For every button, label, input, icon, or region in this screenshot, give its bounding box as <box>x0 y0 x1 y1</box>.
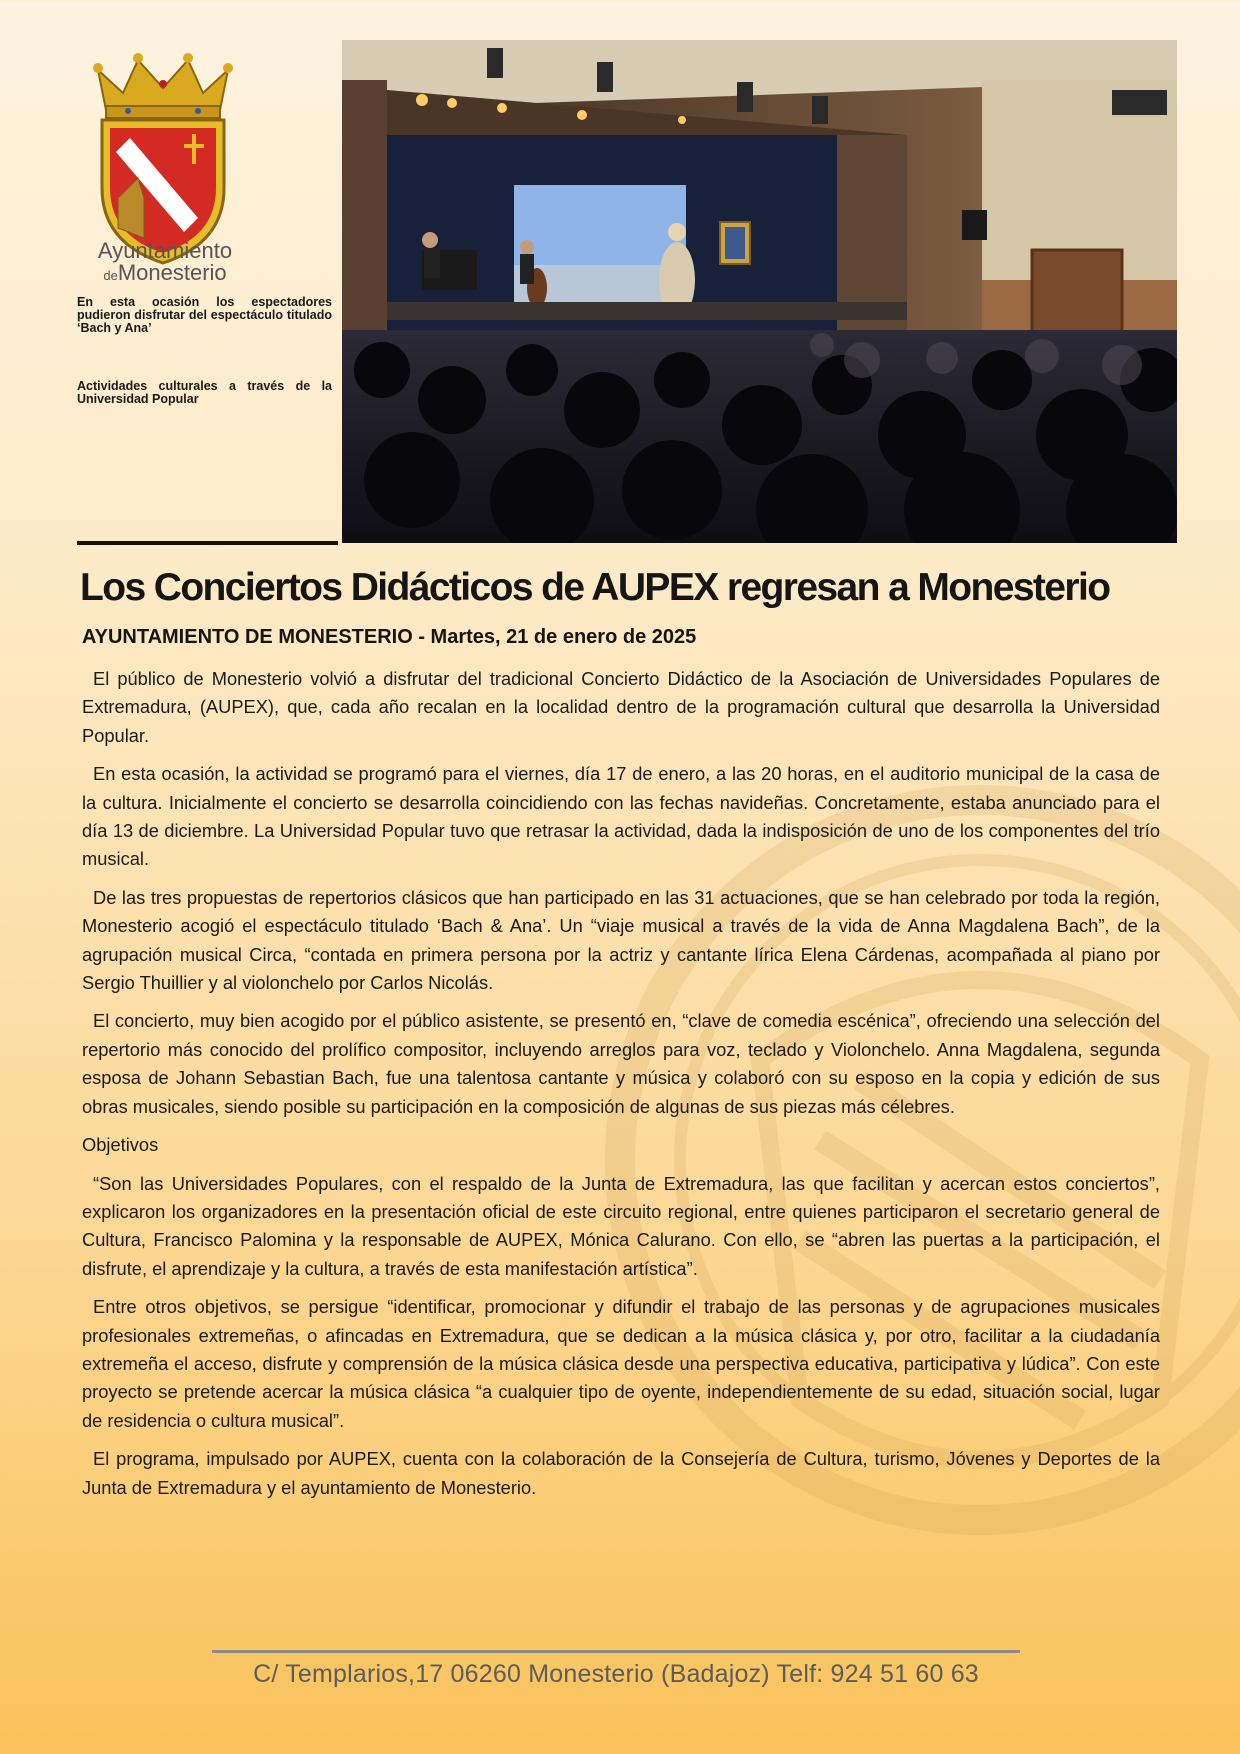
paragraph: “Son las Universidades Populares, con el respaldo de la Junta de Extremadura, las que facilitan y acercan estos conciertos”, explicaron los organizadores en la presentación oficial de este circuito regional, entre quienes participaron el secretario general de Cultura, Francisco Palomina y la responsable de AUPEX, Mónica Calurano. Con ello, se “abren las puertas a la participación, el disfrute, el aprendizaje y la cultura, a través de esta manifestación artística”. <box>82 1172 1160 1279</box>
section-caption: Actividades culturales a través de la Universidad Popular <box>77 379 332 406</box>
article-body <box>82 665 1160 1512</box>
photo-caption: En esta ocasión los espectadores pudieron disfrutar del espectáculo titulado ‘Bach y Ana’ <box>77 295 332 335</box>
paragraph: En esta ocasión, la actividad se programó para el viernes, día 17 de enero, a las 20 horas, en el auditorio municipal de la casa de la cultura. Inicialmente el concierto se desarrolla coincidiendo con las fechas navideñas. Concretamente, estaba anunciado para el día 13 de diciembre. La Universidad Popular tuvo que retrasar la actividad, dada la indisposición de uno de los componentes del trío musical. <box>82 763 1160 870</box>
logo-de: de <box>103 268 118 283</box>
concert-photo <box>342 40 1177 543</box>
footer-divider <box>212 1650 1020 1653</box>
divider-rule <box>77 541 338 545</box>
logo-wordmark <box>80 240 250 287</box>
logo-line2: Monesterio <box>117 260 227 285</box>
section-subhead: Objetivos <box>82 1134 159 1156</box>
article-headline: Los Conciertos Didácticos de AUPEX regresan a Monesterio <box>80 566 1110 609</box>
article-byline: AYUNTAMIENTO DE MONESTERIO - Martes, 21 de enero de 2025 <box>82 626 697 648</box>
paragraph: El público de Monesterio volvió a disfrutar del tradicional Concierto Didáctico de la Asociación de Universidades Populares de Extremadura, (AUPEX), que, cada año recalan en la localidad dentro de la programación cultural que desarrolla la Universidad Popular. <box>82 668 1160 746</box>
paragraph: El concierto, muy bien acogido por el público asistente, se presentó en, “clave de comedia escénica”, ofreciendo una selección del repertorio más conocido del prolífico compositor, incluyendo arreglos para voz, teclado y Violonchelo. Anna Magdalena, segunda esposa de Johann Sebastian Bach, fue una talentosa cantante y música y colaboró con su esposo en la copia y edición de sus obras musicales, siendo posible su participación en la composición de algunas de sus piezas más célebres. <box>82 1010 1160 1117</box>
logo-line1: Ayuntamiento <box>97 238 233 263</box>
paragraph: De las tres propuestas de repertorios clásicos que han participado en las 31 actuaciones, que se han celebrado por toda la región, Monesterio acogió el espectáculo titulado ‘Bach & Ana’. Un “viaje musical a través de la vida de Anna Magdalena Bach”, de la agrupación musical Circa, “contada en primera persona por la actriz y cantante lírica Elena Cárdenas, acompañada al piano por Sergio Thuillier y al violonchelo por Carlos Nicolás. <box>82 886 1160 994</box>
paragraph: Entre otros objetivos, se persigue “identificar, promocionar y difundir el trabajo de las personas y de agrupaciones musicales profesionales extremeñas, o afincadas en Extremadura, que se dedican a la música clásica y, por otro, facilitar a la ciudadanía extremeña el acceso, disfrute y comprensión de la música clásica desde una perspectiva educativa, participativa y lúdica”. Con este proyecto se pretende acercar la música clásica “a cualquier tipo de oyente, independientemente de su edad, situación social, lugar de residencia o cultura musical”. <box>82 1296 1160 1431</box>
crown-icon <box>93 53 233 118</box>
paragraph: El programa, impulsado por AUPEX, cuenta con la colaboración de la Consejería de Cultura, turismo, Jóvenes y Deportes de la Junta de Extremadura y el ayuntamiento de Monesterio. <box>82 1448 1160 1498</box>
footer-address: C/ Templarios,17 06260 Monesterio (Badajoz) Telf: 924 51 60 63 <box>253 1660 979 1688</box>
